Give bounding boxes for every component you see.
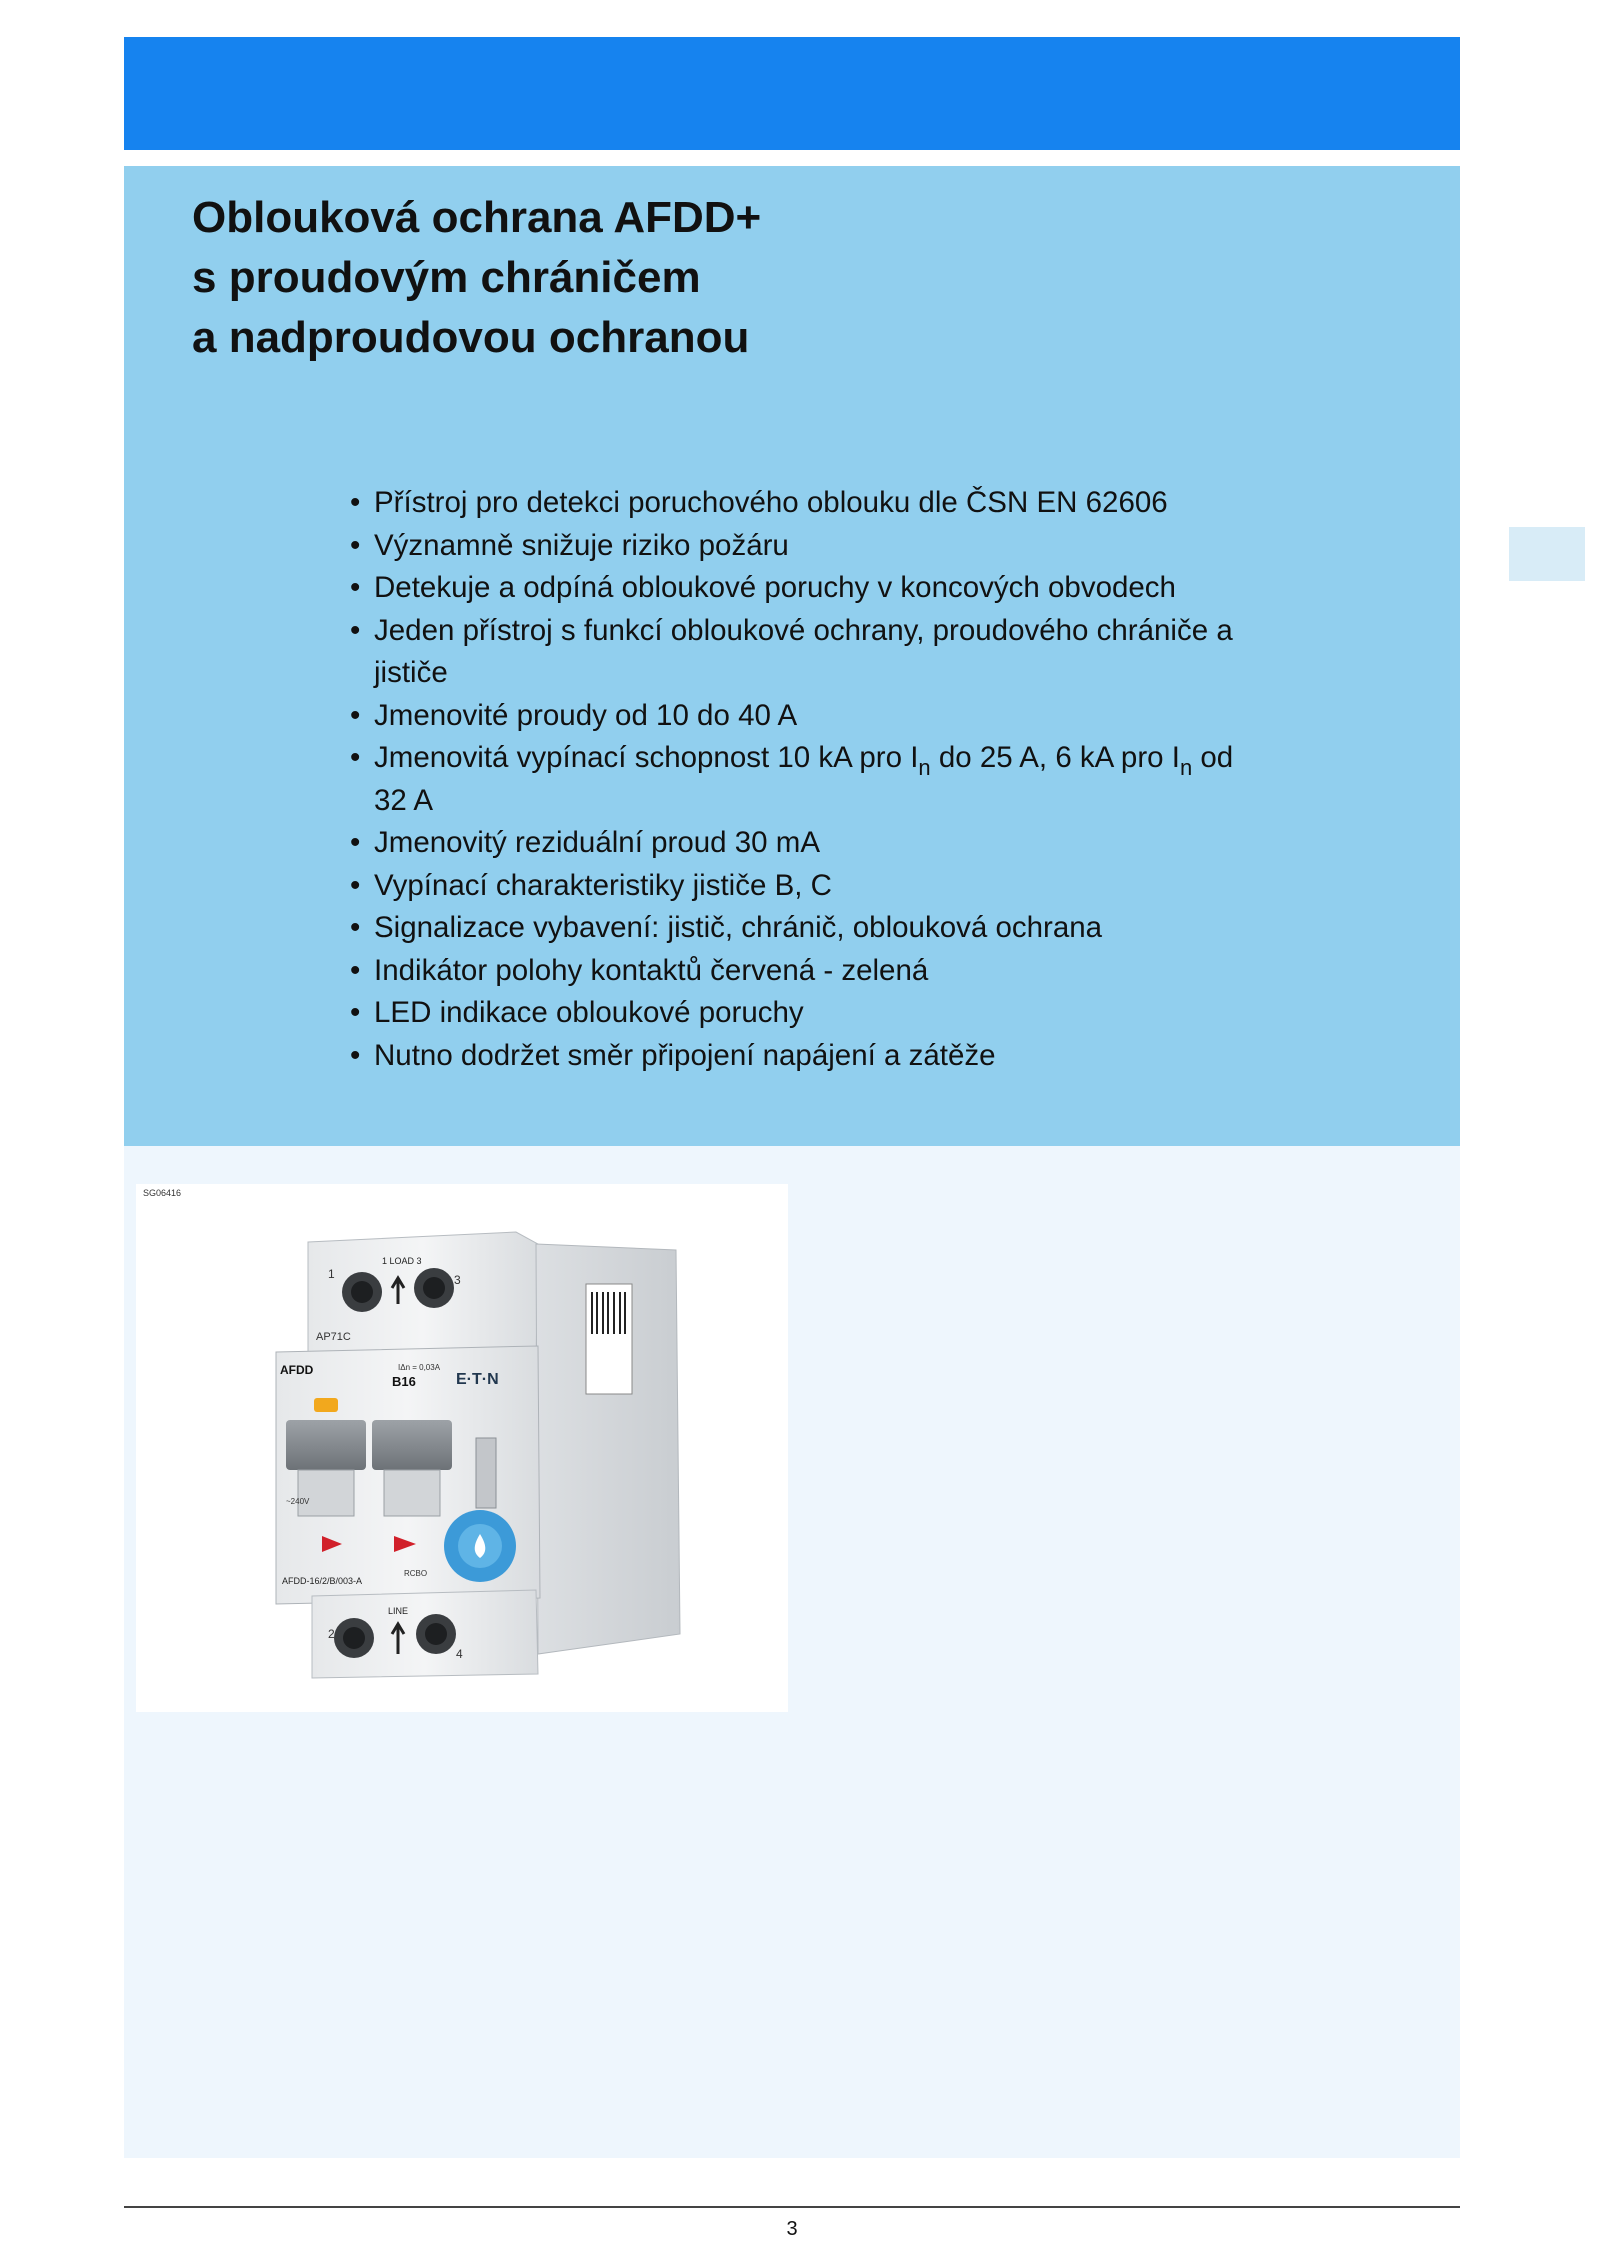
title-line: a nadproudovou ochranou (192, 313, 750, 362)
device-label-ian: IΔn = 0,03A (398, 1363, 441, 1372)
test-button (314, 1398, 338, 1412)
terminal-number-4: 4 (456, 1647, 463, 1661)
page-number: 3 (786, 2218, 798, 2240)
feature-text: Přístroj pro detekci poruchového oblouku dle ČSN EN 62606 (374, 486, 1168, 519)
feature-text: LED indikace obloukové poruchy (374, 996, 804, 1029)
feature-item (350, 992, 1310, 1035)
side-tab (1509, 527, 1585, 581)
subscript-n: n (1179, 755, 1193, 780)
device-label-line: LINE (388, 1606, 409, 1616)
toggle-lever-right (372, 1420, 452, 1470)
product-photo (136, 1184, 788, 1712)
feature-item (350, 482, 1310, 525)
feature-list (350, 482, 1310, 1077)
terminal-number-3: 3 (454, 1273, 461, 1287)
device-label-model: AFDD-16/2/B/003-A (282, 1576, 363, 1586)
feature-text: do 25 A, 6 kA pro I (930, 741, 1180, 774)
title-line: s proudovým chráničem (192, 253, 701, 302)
feature-text: Nutno dodržet směr připojení napájení a zátěže (374, 1038, 996, 1072)
device-label-brand: E·T·N (456, 1371, 499, 1388)
feature-text: od 32 A (374, 741, 1234, 817)
device-label-voltage: ~240V (286, 1497, 310, 1506)
title-line: Oblouková ochrana AFDD+ (192, 193, 762, 242)
subscript-n: n (918, 755, 931, 780)
feature-item (350, 695, 1310, 738)
afdd-device-illustration (136, 1184, 788, 1712)
feature-item (350, 567, 1310, 610)
product-panel (124, 1146, 1460, 2158)
feature-item (350, 1035, 1310, 1078)
device-label-rcbo: RCBO (404, 1569, 428, 1578)
feature-item (350, 865, 1310, 908)
feature-text: Jmenovitý reziduální proud 30 mA (374, 826, 821, 859)
feature-text: Signalizace vybavení: jistič, chránič, oblouková ochrana (374, 911, 1103, 944)
feature-text: Vypínací charakteristiky jističe B, C (374, 868, 832, 902)
device-label-rating: B16 (392, 1374, 416, 1389)
device-label-type: AP71C (316, 1331, 351, 1343)
device-label-load: 1 LOAD 3 (382, 1256, 422, 1266)
feature-text: Významně snižuje riziko požáru (374, 528, 789, 562)
feature-text: Jeden přístroj s funkcí obloukové ochrany, proudového chrániče a jističe (374, 613, 1233, 689)
page-title (192, 188, 761, 368)
feature-text: Jmenovité proudy od 10 do 40 A (374, 698, 798, 732)
feature-text: Detekuje a odpíná obloukové poruchy v koncových obvodech (374, 571, 1176, 604)
feature-item (350, 737, 1274, 822)
terminal-number-1: 1 (328, 1267, 335, 1281)
footer-divider (124, 2206, 1460, 2208)
feature-item (350, 950, 1310, 993)
toggle-lever-left (286, 1420, 366, 1470)
photo-code: SG06416 (143, 1188, 182, 1198)
feature-item (350, 525, 1310, 568)
feature-text: Jmenovitá vypínací schopnost 10 kA pro I (374, 741, 919, 774)
status-window (476, 1438, 496, 1508)
feature-item (350, 822, 1310, 865)
hero-section (124, 166, 1460, 1146)
feature-text: Indikátor polohy kontaktů červená - zelená (374, 953, 929, 987)
device-label-afdd: AFDD (280, 1363, 314, 1377)
terminal-number-2: 2 (328, 1627, 335, 1641)
feature-item (350, 610, 1294, 695)
header-bar (124, 37, 1460, 150)
barcode-icon (592, 1292, 625, 1334)
feature-item (350, 907, 1310, 950)
